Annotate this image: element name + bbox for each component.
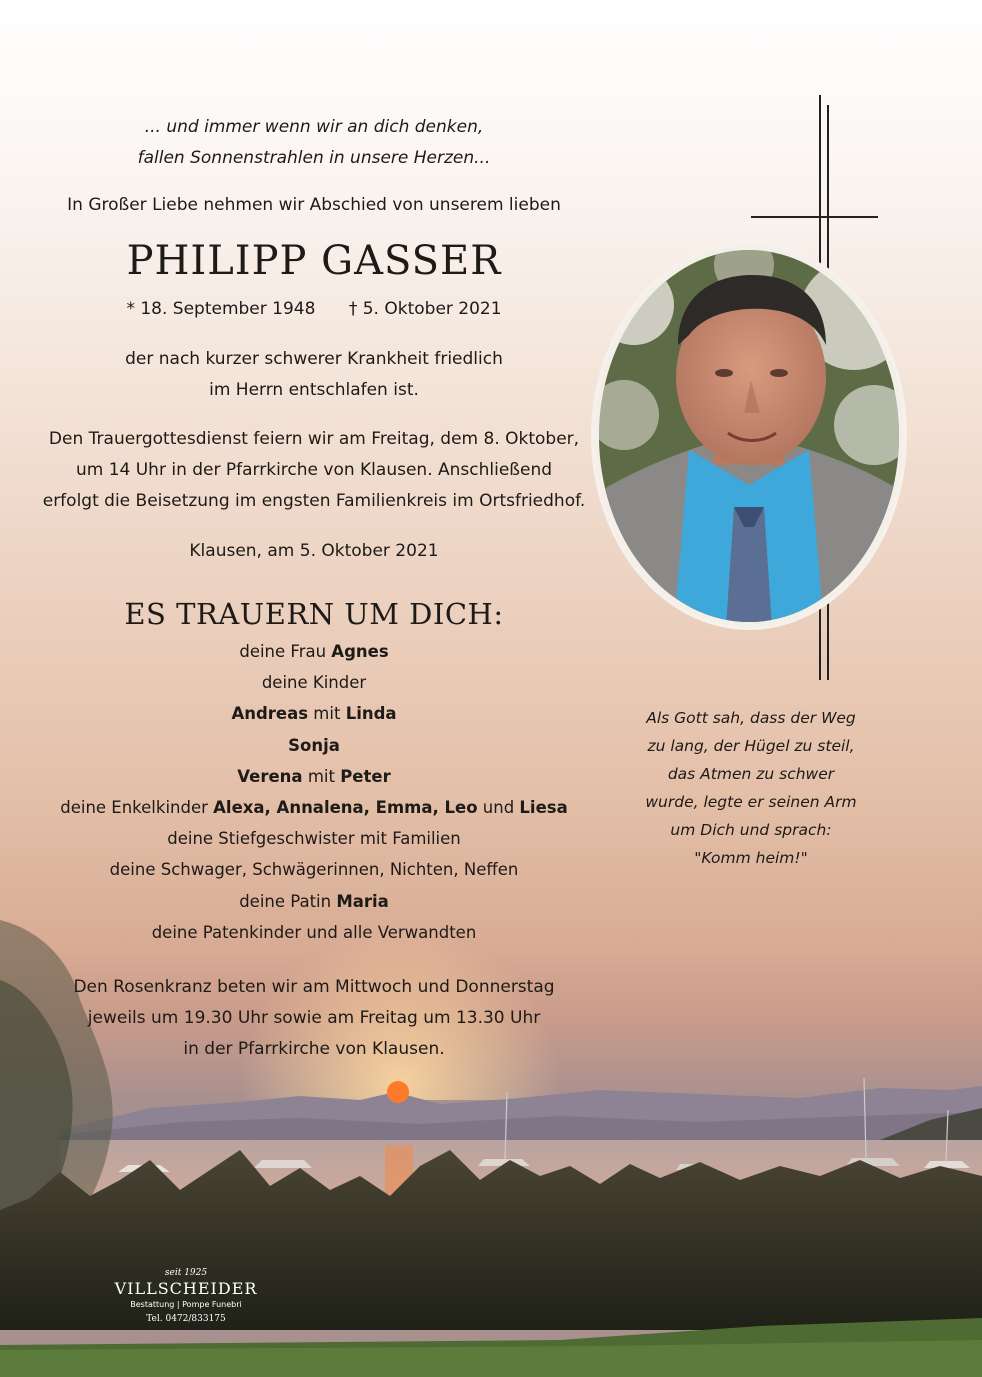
logo-since: seit 1925 xyxy=(164,1268,208,1278)
life-dates xyxy=(40,294,588,324)
farewell-text: In Großer Liebe nehmen wir Abschied von unserem lieben xyxy=(67,195,561,215)
logo-subtitle: Bestattung | Pompe Funebri xyxy=(130,1300,242,1309)
connector: mit xyxy=(302,766,341,786)
intro-verse xyxy=(40,112,588,174)
mourner-line: deine Schwager, Schwägerinnen, Nichten, Neffen xyxy=(109,860,519,880)
relation: deine Enkelkinder xyxy=(60,798,214,818)
birth-date: * 18. September 1948 xyxy=(126,299,316,319)
cross-icon-crossbar xyxy=(751,216,878,218)
death-date: † 5. Oktober 2021 xyxy=(348,299,502,319)
portrait-photo xyxy=(594,245,904,627)
mourner-line xyxy=(40,636,588,667)
mourner-line xyxy=(40,730,588,761)
mourner-name: Sonja xyxy=(288,735,340,755)
memorial-quote xyxy=(616,704,886,872)
death-notice xyxy=(40,344,588,406)
mourner-name: Linda xyxy=(345,704,397,724)
place-date: Klausen, am 5. Oktober 2021 xyxy=(189,541,439,561)
death-line: im Herrn entschlafen ist. xyxy=(209,380,419,400)
mourner-name: Liesa xyxy=(519,798,568,818)
rosary-info xyxy=(40,972,588,1065)
mourner-line: deine Patenkinder und alle Verwandten xyxy=(151,922,477,942)
mourner-line xyxy=(40,761,588,792)
death-line: der nach kurzer schwerer Krankheit friedlich xyxy=(125,349,503,369)
intro-line: fallen Sonnenstrahlen in unsere Herzen... xyxy=(137,148,491,168)
service-line: erfolgt die Beisetzung im engsten Familienkreis im Ortsfriedhof. xyxy=(42,491,586,511)
mourner-name: Andreas xyxy=(231,704,309,724)
quote-line: Als Gott sah, dass der Weg xyxy=(646,709,856,727)
relation: deine Patin xyxy=(239,891,337,911)
mourners-heading: ES TRAUERN UM DICH: xyxy=(124,597,504,631)
quote-line: "Komm heim!" xyxy=(694,849,808,867)
sun xyxy=(387,1081,409,1103)
relation: deine Frau xyxy=(239,642,332,661)
mourner-line: deine Stiefgeschwister mit Familien xyxy=(167,829,461,849)
deceased-name: PHILIPP GASSER xyxy=(126,238,502,284)
quote-line: um Dich und sprach: xyxy=(670,821,832,839)
mourner-name: Peter xyxy=(340,766,391,786)
connector: mit xyxy=(308,704,346,724)
service-line: Den Trauergottesdienst feiern wir am Freitag, dem 8. Oktober, xyxy=(48,429,580,449)
rosary-line: in der Pfarrkirche von Klausen. xyxy=(183,1039,445,1059)
funeral-home-logo xyxy=(108,1268,264,1327)
mourner-line xyxy=(40,698,588,729)
quote-line: zu lang, der Hügel zu steil, xyxy=(647,737,855,755)
rosary-line: jeweils um 19.30 Uhr sowie am Freitag um 13.30 Uhr xyxy=(87,1008,541,1028)
service-line: um 14 Uhr in der Pfarrkirche von Klausen. Anschließend xyxy=(75,460,553,480)
mourner-name: Alexa, Annalena, Emma, Leo xyxy=(213,798,478,818)
logo-phone: Tel. 0472/833175 xyxy=(146,1314,226,1324)
service-info xyxy=(40,424,588,517)
intro-line: ... und immer wenn wir an dich denken, xyxy=(144,117,484,137)
mourner-line: deine Kinder xyxy=(261,673,367,693)
mourner-line xyxy=(40,792,588,823)
rosary-line: Den Rosenkranz beten wir am Mittwoch und Donnerstag xyxy=(73,977,555,997)
mourner-name: Maria xyxy=(336,891,389,911)
mourner-line xyxy=(40,886,588,917)
connector: und xyxy=(477,798,520,818)
mourner-name: Verena xyxy=(237,766,303,786)
logo-brand: VILLSCHEIDER xyxy=(114,1279,258,1298)
quote-line: wurde, legte er seinen Arm xyxy=(645,793,857,811)
quote-line: das Atmen zu schwer xyxy=(667,765,835,783)
mourners-list xyxy=(40,636,588,948)
mourner-name: Agnes xyxy=(331,642,389,661)
